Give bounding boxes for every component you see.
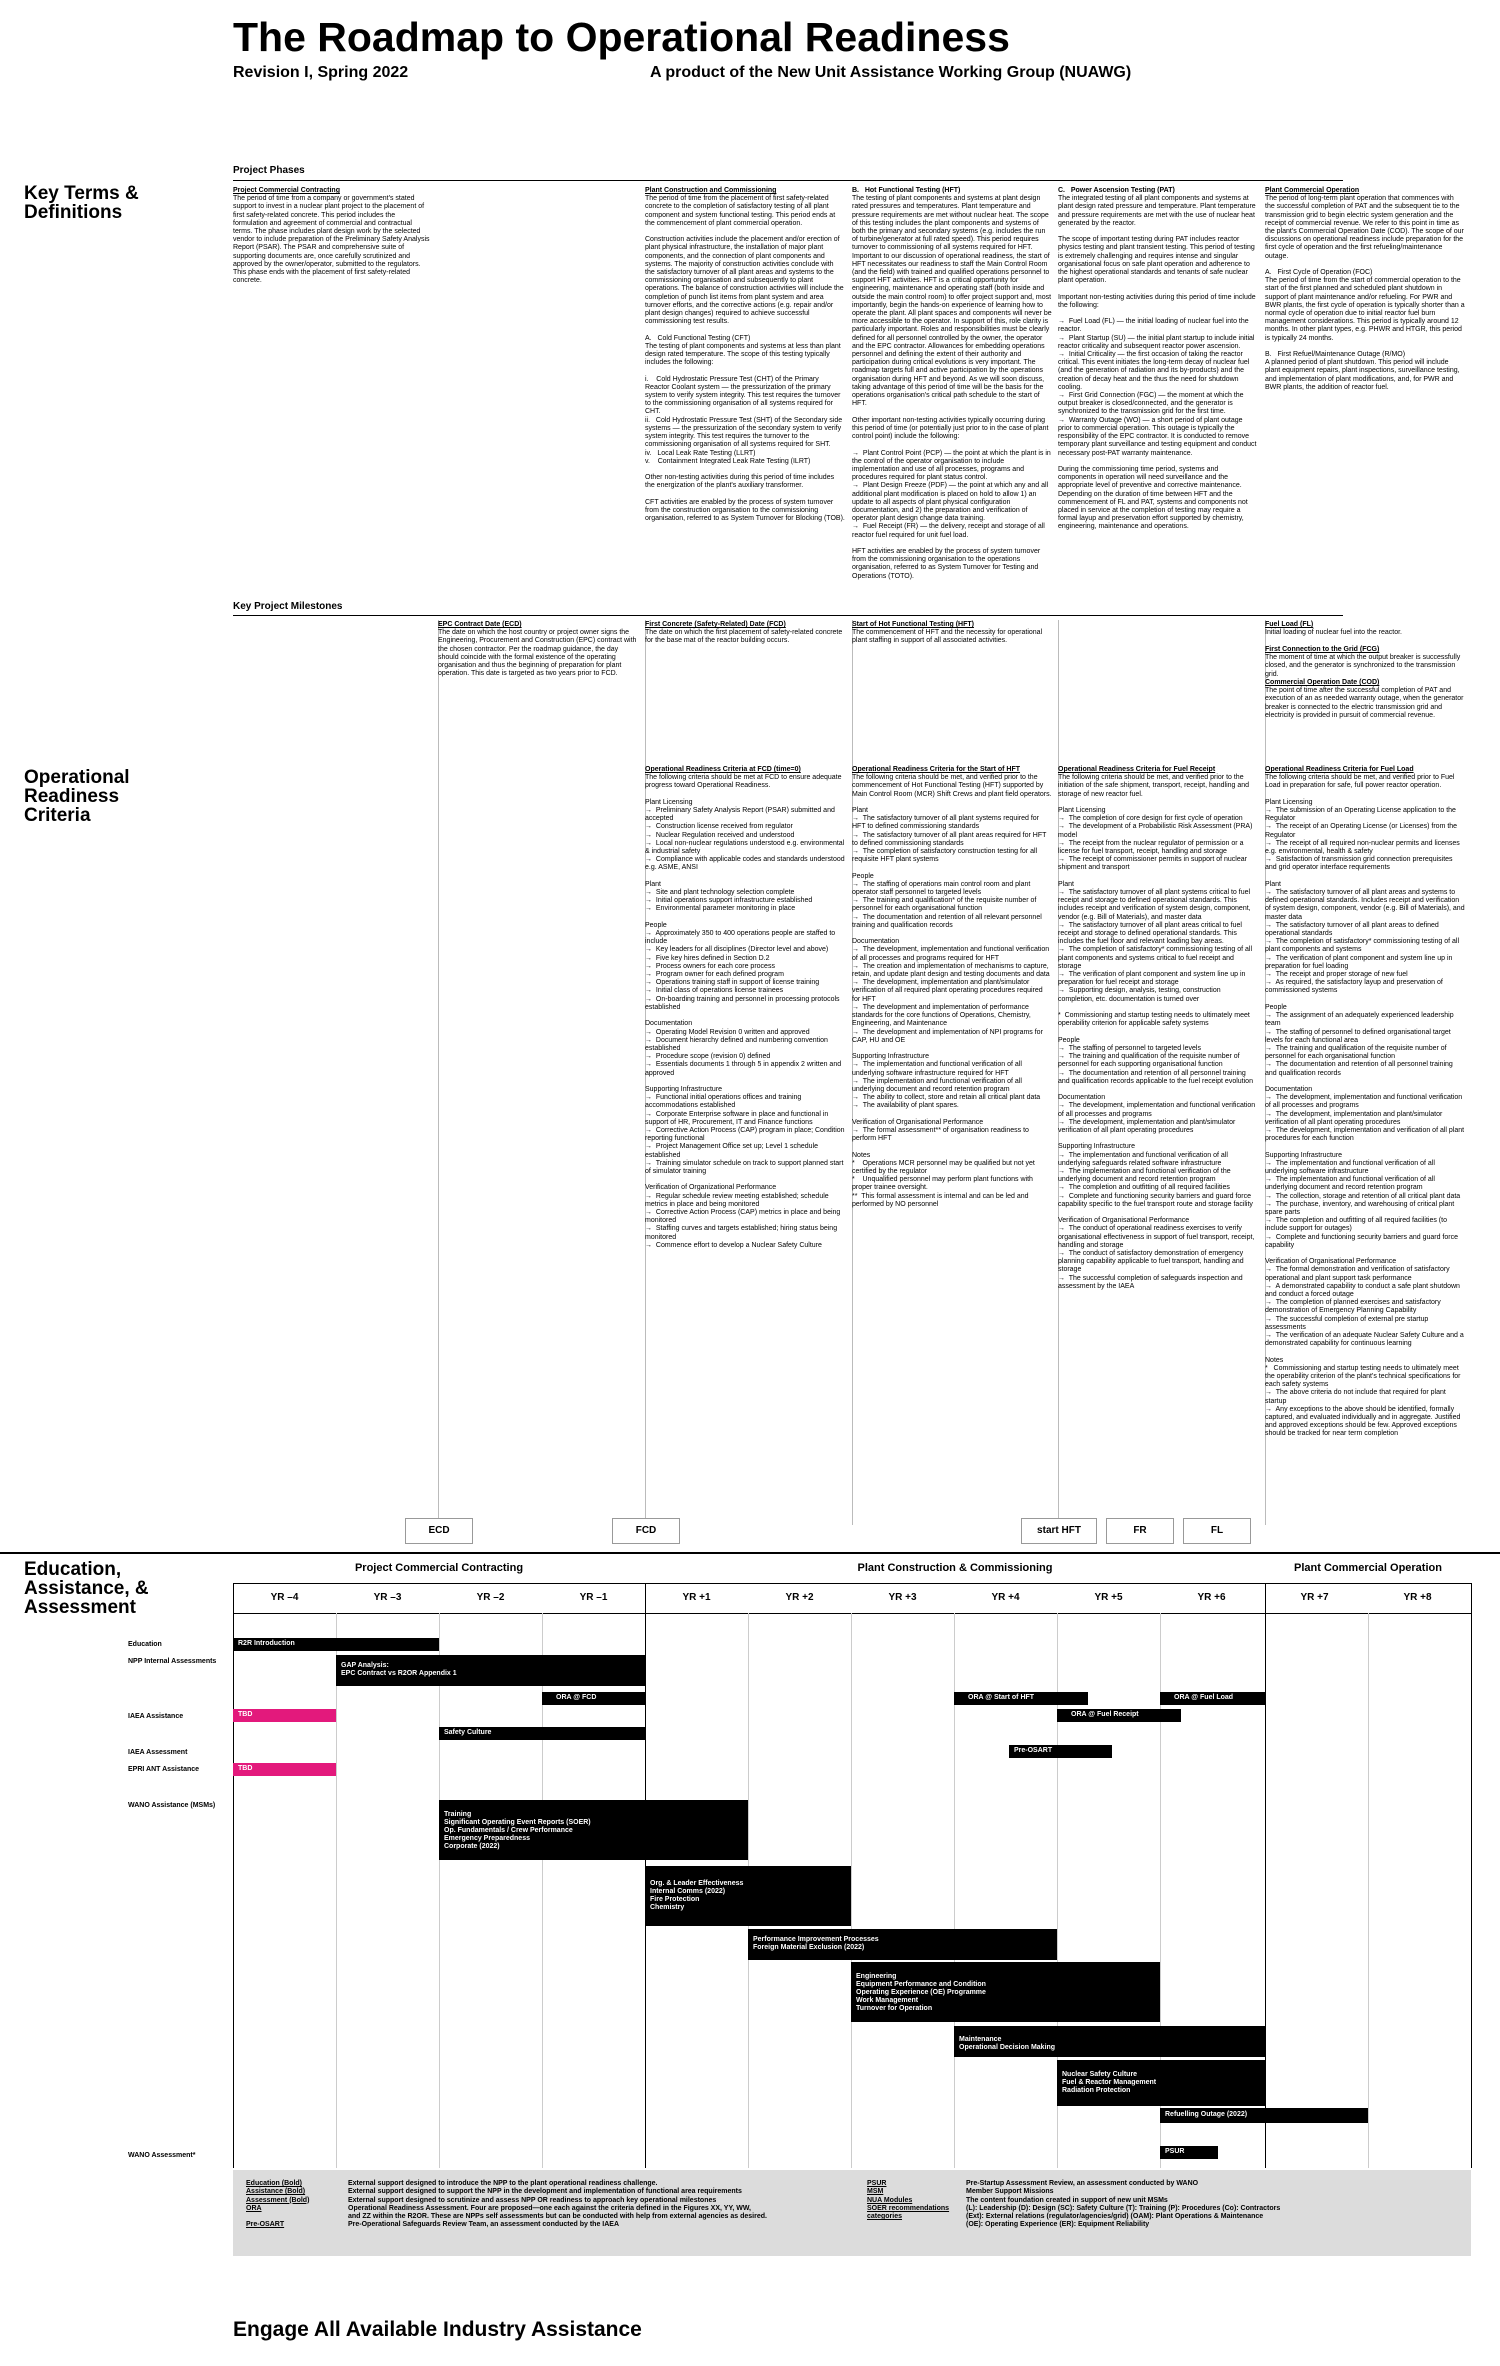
row-label-npp: NPP Internal Assessments bbox=[128, 1658, 217, 1665]
footer-tagline: Engage All Available Industry Assistance bbox=[233, 2318, 642, 2341]
bar-r2r: R2R Introduction bbox=[233, 1638, 439, 1651]
bar-safety-culture: Safety Culture bbox=[439, 1727, 645, 1740]
bar-ora-hft: ORA @ Start of HFT bbox=[954, 1692, 1088, 1705]
criteria-hft-title: Operational Readiness Criteria for the Start of HFT bbox=[852, 766, 1021, 773]
phase-hft bbox=[852, 187, 1052, 580]
bar-pre-osart: Pre-OSART bbox=[1009, 1745, 1112, 1758]
legend-def: (L): Leadership (D): Design (SC): Safety Culture (T): Training (P): Procedures (Co): Contractors bbox=[966, 2204, 1281, 2212]
row-label-education: Education bbox=[128, 1641, 162, 1648]
milestone-fgc bbox=[1265, 646, 1465, 676]
legend-term: NUA Modules bbox=[867, 2196, 913, 2204]
legend-def: and ZZ within the R2OR. These are NPPs self assessments but can be conducted with help from external agencies as desired. bbox=[348, 2213, 767, 2221]
milestone-fcd bbox=[645, 621, 845, 661]
milestone-fl-body: Initial loading of nuclear fuel into the reactor. bbox=[1265, 629, 1402, 637]
phase-hft-body: The testing of plant components and systems at plant design rated pressures and temperatures. Plant temperature and pressure requirements are met without nuclear heat. The scope of this testing includes the plant components and systems of both the primary and secondary systems (e.g. includes the run of turbine/generator at full rated speed). This period requires turnover to commissioning of all systems required for HFT. Important to our discussion of operational readiness, the start of HFT necessitates our readiness to staff the Main Control Room (and the field) with trained and qualified operations personnel to support HFT activities. HFT is a critical opportunity for engineering, maintenance and operating staff (both inside and outside the main control room) to offer project support and, most importantly, begin the hands-on experience of learning how to operate the plant. All plant spaces and components will never be more accessible to the operator. In support of this, role clarity is particularly important. Roles and responsibilities must be clearly defined for all personnel controlled by the owner, the operator and the EPC contractor. Allowances for embedding operations personnel and defining the extent of their authority and participation during critical evolutions is very important. The roadmap targets full and active participation by the operations organisation during HFT and beyond. As we will soon discuss, taking advantage of this period of time will be the basis for the operations organisation's critical path schedule to the start of HFT. Other important non-testing activities typically occurring during this period of time (or potentially just prior to in the case of plant control point) include the following: → Plant Control Point (PCP) — the point at which the plant is in the control of the operator organisation to include implementation and use of all processes, programs and procedures required for plant status control. → Plant Design Freeze (PDF) — the point at which any and all additional plant modification is placed on hold to allow 1) an update to all aspects of plant physical configuration documentation, and 2) the preparation and verification of operator plant design change data training. → Fuel Receipt (FR) — the delivery, receipt and storage of all reactor fuel required for unit fuel load. HFT activities are enabled by the process of system turnover from the commissioning organisation to the operations organisation, referred to as System Turnover for Testing and Operations (TOTO). bbox=[852, 195, 1052, 580]
milestone-hft bbox=[852, 621, 1052, 661]
page-title: The Roadmap to Operational Readiness bbox=[233, 14, 1010, 60]
phase-pcc2 bbox=[645, 187, 845, 547]
legend-def: (Ext): External relations (regulator/agencies/grid) (OAM): Plant Operations & Maintenance bbox=[966, 2213, 1264, 2221]
legend-defs-left bbox=[348, 2180, 868, 2230]
phase-pcc-body: The period of time from a company or government's stated support to invest in a nuclear plant project to the placement of first safety-related concrete. This period includes the formulation and agreement of commercial and contractual terms. The phase includes plant design work by the selected vendor to include preparation of the Preliminary Safety Analysis Report (PSAR). The PSAR and comprehensive suite of supporting documents are, once carefully scrutinized and approved by the owner/operator, submitted to the regulators. This phase ends with the placement of first safety-related concrete. bbox=[233, 195, 432, 285]
milestone-cod-title: Commercial Operation Date (COD) bbox=[1265, 679, 1380, 686]
guide-line bbox=[438, 620, 439, 1525]
year-label: YR +8 bbox=[1403, 1592, 1432, 1603]
year-grid bbox=[851, 1613, 852, 2168]
row-label-wano-assessment: WANO Assessment* bbox=[128, 2152, 196, 2159]
milestone-ecd-body: The date on which the host country or project owner signs the Engineering, Procurement and Construction (EPC) contract with the chosen contractor. Per the roadmap guidance, the day should coincide with the formal existence of the operating organisation and thus the beginning of preparation for plant operation. This date is targeted as two years prior to FCD. bbox=[438, 629, 639, 678]
milestone-fl-title: Fuel Load (FL) bbox=[1265, 621, 1314, 628]
bar-wano-1: Training Significant Operating Event Reports (SOER) Op. Fundamentals / Crew Performance Emergency Preparedness Corporate (2022) bbox=[439, 1800, 748, 1860]
milestone-fgc-body: The moment of time at which the output breaker is successfully closed, and the generator is synchronized to the transmission grid. bbox=[1265, 654, 1463, 678]
phase-pat-title: C. Power Ascension Testing (PAT) bbox=[1058, 187, 1175, 194]
phase-hft-title: B. Hot Functional Testing (HFT) bbox=[852, 187, 961, 194]
phase-label-pcc: Project Commercial Contracting bbox=[354, 1562, 524, 1574]
bar-ora-fr: ORA @ Fuel Receipt bbox=[1057, 1709, 1181, 1722]
phase-pcc-title: Project Commercial Contracting bbox=[233, 187, 340, 194]
bar-wano-5: Maintenance Operational Decision Making bbox=[954, 2026, 1265, 2057]
year-label: YR +6 bbox=[1197, 1592, 1226, 1603]
year-grid bbox=[1368, 1613, 1369, 2168]
criteria-fl-intro: The following criteria should be met, and verified prior to Fuel Load in preparation for safe, full power reactor operation. bbox=[1265, 774, 1457, 790]
criteria-fl-body: Plant Licensing → The submission of an Operating License application to the Regulator → The receipt of an Operating License (or Licenses) from the Regulator → The receipt of all required non-nuclear permits and licenses e.g. environmental, health & safety → Satisfaction of transmission grid connection prerequisites and grid operator interface requirements Plant → The satisfactory turnover of all plant areas and systems to defined operational standards. Includes receipt and verification of system design, component, vendor (e.g. Bill of Materials), and master data → The satisfactory turnover of all plant areas to defined operational standards → The completion of satisfactory* commissioning testing of all plant components and systems → The verification of plant component and system line up in preparation for fuel loading → The receipt and proper storage of new fuel → As required, the satisfactory layup and preservation of commissioned systems People → The assignment of an adequately experienced leadership team → The staffing of personnel to defined organisational target levels for each functional area → The training and qualification of the requisite number of personnel for each organisational function → The documentation and retention of all personnel training and qualification records Documentation → The development, implementation and functional verification of all processes and programs → The development, implementation and plant/simulator verification of all plant operating procedures → The development, implementation and verification of all plant procedures for each function Supporting Infrastructure → The implementation and functional verification of all underlying software infrastructure → The implementation and functional verification of all underlying document and record retention program → The collection, storage and retention of all critical plant data → The purchase, inventory, and warehousing of critical plant spare parts → The completion and outfitting of all required facilities (to include support for outages) → Complete and functioning security barriers and guard force capability Verification of Organisational Performance → The formal demonstration and verification of satisfactory operational and plant support task performance → A demonstrated capability to conduct a safe plant shutdown and conduct a forced outage → The completion of planned exercises and satisfactory demonstration of Emergency Planning Capability → The successful completion of external pre startup assessments → The verification of an adequate Nuclear Safety Culture and a demonstrated capability for continuous learning Notes * Commissioning and startup testing needs to ultimately meet the operability criterion of the plant's technical specifications for each safety systems → The above criteria do not include that required for plant startup → Any exceptions to the above should be identified, formally captured, and evaluated individually and in aggregate. Justified and approved exceptions should be few. Approved exceptions should be tracked for near term completion bbox=[1265, 798, 1465, 1438]
legend-term: Assistance (Bold) bbox=[246, 2188, 306, 2196]
year-header bbox=[233, 1583, 1471, 1614]
milestone-ecd bbox=[438, 621, 638, 681]
milestone-cod-body: The point of time after the successful completion of PAT and execution of an as needed warranty outage, when the generator breaker is connected to the electric transmission grid and electricity is provided in pursuit of commercial revenue. bbox=[1265, 687, 1466, 719]
criteria-fcd-body: Plant Licensing → Preliminary Safety Analysis Report (PSAR) submitted and accepted → Construction license received from regulator → Nuclear Regulation received and understood → Local non-nuclear regulations understood e.g. environmental & industrial safety → Compliance with applicable codes and standards understood e.g. ASME, ANSI Plant → Site and plant technology selection complete → Initial operations support infrastructure established → Environmental parameter monitoring in place People → Approximately 350 to 400 operations people are staffed to include → Key leaders for all disciplines (Director level and above) → Five key hires defined in Section D.2 → Process owners for each core process → Program owner for each defined program → Operations training staff in support of license training → Initial class of operations license trainees → On-boarding training and personnel in processing protocols established Documentation → Operating Model Revision 0 written and approved → Document hierarchy defined and numbering convention established → Procedure scope (revision 0) defined → Essentials documents 1 through 5 in appendix 2 written and approved Supporting Infrastructure → Functional initial operations offices and training accommodations established → Corporate Enterprise software in place and functional in support of HR, Procurement, IT and Finance functions → Corrective Action Process (CAP) program in place; Condition reporting functional → Project Management Office set up; Level 1 schedule established → Training simulator schedule on track to support planned start of simulator training Verification of Organizational Performance → Regular schedule review meeting established; schedule metrics in place and being monitored → Corrective Action Process (CAP) metrics in place and being monitored → Staffing curves and targets established; hiring status being monitored → Commence effort to develop a Nuclear Safety Culture bbox=[645, 798, 845, 1249]
criteria-fr-body: Plant Licensing → The completion of core design for first cycle of operation → The development of a Probabilistic Risk Assessment (PRA) model → The receipt from the nuclear regulator of permission or a license for fuel transport, receipt, handling and storage → The receipt of commissioner permits in support of nuclear shipment and transport Plant → The satisfactory turnover of all plant systems critical to fuel receipt and storage to defined operational standards. This includes receipt and verification of system design, component, vendor (e.g. Bill of Materials), and master data → The satisfactory turnover of all plant areas critical to fuel receipt and storage to defined operational standards. This includes the fuel floor and relevant loading bay areas. → The completion of satisfactory* commissioning testing of all plant components and systems critical to fuel receipt and storage → The verification of plant component and system line up in preparation for fuel receipt and storage → Supporting design, analysis, testing, construction completion, etc. documentation is turned over * Commissioning and startup testing needs to ultimately meet operability criterion for applicable safety systems People → The staffing of personnel to targeted levels → The training and qualification of the requisite number of personnel for each supporting organisational function → The documentation and retention of all personnel training and qualification records applicable to the fuel receipt evolution Documentation → The development, implementation and functional verification of all processes and programs → The development, implementation and plant/simulator verification of all plant operating procedures Supporting Infrastructure → The implementation and functional verification of all underlying safeguards related software infrastructure → The implementation and functional verification of the underlying document and record retention program → The completion and outfitting of all required facilities → Complete and functioning security barriers and guard force capability specific to the fuel transport route and storage facility Verification of Organisational Performance → The conduct of operational readiness exercises to verify organisational effectiveness in support of fuel transport, receipt, handling and storage → The conduct of satisfactory demonstration of emergency planning capability applicable to fuel transport, handling and storage → The successful completion of safeguards inspection and assessment by the IAEA bbox=[1058, 807, 1256, 1290]
legend-terms-right bbox=[867, 2180, 957, 2221]
year-label: YR +2 bbox=[785, 1592, 814, 1603]
legend-defs-right bbox=[966, 2180, 1466, 2230]
phase-pcc2-body: The period of time from the placement of first safety-related concrete to the completion of satisfactory testing of all plant component and system functional testing. This period ends at the commencement of plant commercial operation. Construction activities include the placement and/or erection of plant physical infrastructure, the installation of major plant components, and the connection of plant components and systems. The majority of construction activities conclude with the satisfactory turnover of all plant areas and systems to the commissioning organisation and subsequently to plant operations. The balance of construction activities will include the completion of punch list items from plant system and area turnover efforts, and the corrective actions (e.g. repair and/or plant design changes) required to achieve successful commissioning test results. A. Cold Functional Testing (CFT) The testing of plant components and systems at less than plant design rated temperature. The scope of this testing typically includes the following: i. Cold Hydrostatic Pressure Test (CHT) of the Primary Reactor Coolant system — the pressurization of the primary system to verify system integrity. This test requires the turnover to the commissioning organisation of all systems required for CHT. ii. Cold Hydrostatic Pressure Test (SHT) of the Secondary side systems — the pressurization of the secondary system to verify system integrity. This test requires the turnover to the commissioning organisation of all systems required for SHT. iv. Local Leak Rate Testing (LLRT) v. Containment Integrated Leak Rate Testing (ILRT) Other non-testing activities during this period of time includes the energization of the plant's auxiliary transformer. CFT activities are enabled by the process of system turnover from the construction organisation to the commissioning organisation, referred to as System Turnover for Blocking (TOB). bbox=[645, 195, 845, 523]
legend-def: (OE): Operating Experience (ER): Equipment Reliability bbox=[966, 2221, 1150, 2229]
legend-terms-left bbox=[246, 2180, 341, 2230]
legend-def: Operational Readiness Assessment. Four are proposed—one each against the criteria defined in the Figures XX, YY, WW, bbox=[348, 2204, 751, 2212]
legend-def: Pre-Operational Safeguards Review Team, an assessment conducted by the IAEA bbox=[348, 2221, 620, 2229]
milestone-ecd-title: EPC Contract Date (ECD) bbox=[438, 621, 522, 628]
phase-label-construction: Plant Construction & Commissioning bbox=[857, 1562, 1053, 1574]
legend-term: Education (Bold) bbox=[246, 2180, 302, 2187]
bar-tbd-iaea: TBD bbox=[233, 1709, 336, 1722]
year-label: YR +5 bbox=[1094, 1592, 1123, 1603]
milestone-hft-body: The commencement of HFT and the necessity for operational plant staffing in support of all associated activities. bbox=[852, 629, 1045, 645]
divider bbox=[0, 1552, 1500, 1554]
milestone-cod bbox=[1265, 679, 1465, 729]
criteria-fr-title: Operational Readiness Criteria for Fuel Receipt bbox=[1058, 766, 1216, 773]
section-education: Education, Assistance, & Assessment bbox=[24, 1559, 149, 1618]
legend-def: Member Support Missions bbox=[966, 2188, 1054, 2196]
milestone-box-hft: start HFT bbox=[1021, 1518, 1097, 1544]
product-label: A product of the New Unit Assistance Working Group (NUAWG) bbox=[650, 64, 1132, 81]
bar-tbd-epri: TBD bbox=[233, 1763, 336, 1776]
milestone-box-fcd: FCD bbox=[612, 1518, 680, 1544]
year-grid bbox=[233, 1583, 234, 2168]
phase-pco-title: Plant Commercial Operation bbox=[1265, 187, 1360, 194]
legend-spacer bbox=[246, 2213, 341, 2221]
criteria-fcd-intro: The following criteria should be met at FCD to ensure adequate progress toward Operational Readiness. bbox=[645, 774, 844, 790]
milestone-box-fl: FL bbox=[1183, 1518, 1251, 1544]
row-label-epri: EPRI ANT Assistance bbox=[128, 1766, 200, 1773]
bar-ora-fcd: ORA @ FCD bbox=[542, 1692, 645, 1705]
row-label-wano: WANO Assistance (MSMs) bbox=[128, 1802, 216, 1809]
year-label: YR –3 bbox=[373, 1592, 402, 1603]
year-grid bbox=[336, 1613, 337, 2168]
legend bbox=[233, 2170, 1471, 2256]
row-label-iaea-assessment: IAEA Assessment bbox=[128, 1749, 188, 1756]
legend-term: MSM bbox=[867, 2188, 884, 2196]
project-phases-heading: Project Phases bbox=[233, 165, 305, 176]
bar-wano-4: Engineering Equipment Performance and Condition Operating Experience (OE) Programme Work Management Turnover for Operation bbox=[851, 1962, 1160, 2022]
milestone-fcd-title: First Concrete (Safety-Related) Date (FCD) bbox=[645, 621, 786, 628]
milestones-heading: Key Project Milestones bbox=[233, 601, 343, 612]
year-grid bbox=[1265, 1583, 1266, 2168]
criteria-fcd bbox=[645, 766, 845, 1249]
year-label: YR +3 bbox=[888, 1592, 917, 1603]
bar-wano-7: Refuelling Outage (2022) bbox=[1160, 2108, 1368, 2123]
milestone-box-ecd: ECD bbox=[405, 1518, 473, 1544]
legend-def: External support designed to scrutinize and assess NPP OR readiness to approach key operational milestones bbox=[348, 2196, 717, 2204]
legend-term: PSUR bbox=[867, 2180, 887, 2187]
criteria-hft-intro: The following criteria should be met, and verified prior to the commencement of Hot Functional Testing (HFT) supported by Main Control Room (MCR) Shift Crews and plant field operators. bbox=[852, 774, 1052, 798]
legend-term: categories bbox=[867, 2213, 903, 2221]
bar-wano-6: Nuclear Safety Culture Fuel & Reactor Management Radiation Protection bbox=[1057, 2060, 1265, 2106]
criteria-fr bbox=[1058, 766, 1258, 1306]
legend-def: External support designed to support the NPP in the development and implementation of functional area requirements bbox=[348, 2188, 742, 2196]
criteria-fcd-title: Operational Readiness Criteria at FCD (time=0) bbox=[645, 766, 801, 773]
year-label: YR –1 bbox=[579, 1592, 608, 1603]
phase-pat bbox=[1058, 187, 1258, 547]
year-label: YR +4 bbox=[991, 1592, 1020, 1603]
year-label: YR +7 bbox=[1300, 1592, 1329, 1603]
legend-term: Assessment (Bold) bbox=[246, 2196, 310, 2204]
phase-pat-body: The integrated testing of all plant components and systems at plant design rated pressure and temperature. Plant temperature and pressure requirements are met with the use of nuclear heat generated by the reactor. The scope of important testing during PAT includes reactor physics testing and plant transient testing. This period of testing is extremely challenging and requires intense and singular organisational focus on safe plant operation and adherence to the highest operational standards and tenants of safe nuclear plant operation. Important non-testing activities during this period of time include the following: → Fuel Load (FL) — the initial loading of nuclear fuel into the reactor. → Plant Startup (SU) — the initial plant startup to include initial reactor criticality and subsequent reactor power ascension. → Initial Criticality — the first occasion of taking the reactor critical. This event initiates the long-term decay of nuclear fuel (and the generation of radiation and its by-products) and the creation of decay heat and the thus the need for shutdown cooling. → First Grid Connection (FGC) — the moment at which the output breaker is closed/connected, and the generator is synchronized to the transmission grid for the first time. → Warranty Outage (WO) — a short period of plant outage prior to commercial operation. This outage is typically the responsibility of the EPC contractor. It is conducted to remove temporary plant surveillance and testing equipment and conduct necessary post-PAT warranty maintenance. During the commissioning time period, systems and components in operation will need surveillance and the appropriate level of preventive and corrective maintenance. Depending on the duration of time between HFT and the commencement of FL and PAT, systems and components not placed in service at the completion of testing may require a formal layup and preservation effort supported by chemistry, engineering, maintenance and operations. bbox=[1058, 195, 1257, 531]
phase-pco bbox=[1265, 187, 1465, 427]
phase-pcc bbox=[233, 187, 431, 297]
milestone-fgc-title: First Connection to the Grid (FCG) bbox=[1265, 646, 1380, 653]
divider bbox=[233, 180, 1343, 181]
divider bbox=[233, 615, 1343, 616]
milestone-fl bbox=[1265, 621, 1465, 643]
phase-pcc2-title: Plant Construction and Commissioning bbox=[645, 187, 777, 194]
legend-def: Pre-Startup Assessment Review, an assessment conducted by WANO bbox=[966, 2180, 1199, 2187]
criteria-fr-intro: The following criteria should be met, and verified prior to the initiation of the safe shipment, transport, receipt, handling and storage of new reactor fuel. bbox=[1058, 774, 1252, 798]
section-key-terms: Key Terms & Definitions bbox=[24, 183, 139, 223]
legend-def: The content foundation created in support of new unit MSMs bbox=[966, 2196, 1168, 2204]
year-label: YR –2 bbox=[476, 1592, 505, 1603]
legend-term: ORA bbox=[246, 2204, 262, 2212]
phase-pco-body: The period of long-term plant operation that commences with the successful completion of PAT and the subsequent tie to the transmission grid to begin electric system generation and the receipt of commercial revenue. We refer to this point in time as the plant's Commercial Operation Date (COD). The scope of our discussions on operational readiness include preparation for the first cycle of operation and the first refueling/maintenance outage. A. First Cycle of Operation (FOC) The period of time from the start of commercial operation to the start of the first planned and scheduled plant shutdown in support of plant maintenance and/or refueling. For PWR and BWR plants, the first cycle of operation is typically shorter than a normal cycle of operation due to initial reactor fuel burn management considerations. This period is typically around 12 months. In other plant types, e.g. PHWR and HTGR, this period is typically 24 months. B. First Refuel/Maintenance Outage (R/MO) A planned period of plant shutdown. This period will include plant equipment repairs, plant inspections, surveillance testing, and implementation of plant modifications, and, for PWR and BWR plants, the addition of reactor fuel. bbox=[1265, 195, 1465, 391]
year-grid bbox=[1471, 1583, 1472, 2168]
criteria-fl-title: Operational Readiness Criteria for Fuel Load bbox=[1265, 766, 1414, 773]
bar-wano-2: Org. & Leader Effectiveness Internal Comms (2022) Fire Protection Chemistry bbox=[645, 1866, 851, 1926]
year-label: YR +1 bbox=[682, 1592, 711, 1603]
legend-term: SOER recommendations bbox=[867, 2204, 950, 2212]
milestone-box-fr: FR bbox=[1106, 1518, 1174, 1544]
year-grid bbox=[439, 1613, 440, 2168]
phase-label-operation: Plant Commercial Operation bbox=[1294, 1562, 1442, 1574]
criteria-hft bbox=[852, 766, 1052, 1246]
bar-gap-analysis: GAP Analysis: EPC Contract vs R2OR Appendix 1 bbox=[336, 1655, 645, 1686]
legend-term: Pre-OSART bbox=[246, 2221, 285, 2229]
milestone-hft-title: Start of Hot Functional Testing (HFT) bbox=[852, 621, 974, 628]
year-label: YR –4 bbox=[270, 1592, 299, 1603]
revision-label: Revision I, Spring 2022 bbox=[233, 64, 409, 81]
bar-psur: PSUR bbox=[1160, 2146, 1218, 2159]
bar-wano-3: Performance Improvement Processes Foreign Material Exclusion (2022) bbox=[748, 1929, 1057, 1960]
legend-def: External support designed to introduce the NPP to the plant operational readiness challenge. bbox=[348, 2180, 658, 2187]
milestone-fcd-body: The date on which the first placement of safety-related concrete for the base mat of the reactor building occurs. bbox=[645, 629, 845, 645]
criteria-hft-body: Plant → The satisfactory turnover of all plant systems required for HFT to defined commissioning standards → The satisfactory turnover of all plant areas required for HFT to defined commissioning standards → The completion of satisfactory construction testing for all requisite HFT plant systems People → The staffing of operations main control room and plant operator staff personnel to targeted levels → The training and qualification* of the requisite number of personnel for each organisational function → The documentation and retention of all relevant personnel training and qualification records Documentation → The development, implementation and functional verification of all processes and programs required for HFT → The creation and implementation of mechanisms to capture, retain, and update plant design and testing documents and data → The development, implementation and plant/simulator verification of all required plant operating procedures required for HFT → The development and implementation of performance standards for the core functions of Operations, Chemistry, Engineering, and Maintenance → The development and implementation of NPI programs for CAP, HU and OE Supporting Infrastructure → The implementation and functional verification of all underlying software infrastructure required for HFT → The implementation and functional verification of all underlying document and record retention program → The ability to collect, store and retain all critical plant data → The availability of plant spares. Verification of Organisational Performance → The formal assessment** of organisation readiness to perform HFT Notes * Operations MCR personnel may be qualified but not yet certified by the regulator * Unqualified personnel may perform plant functions with proper trainee oversight. ** This formal assessment is internal and can be led and performed by NO personnel bbox=[852, 807, 1050, 1208]
bar-ora-fl: ORA @ Fuel Load bbox=[1160, 1692, 1265, 1705]
row-label-iaea-assistance: IAEA Assistance bbox=[128, 1713, 184, 1720]
section-criteria: Operational Readiness Criteria bbox=[24, 767, 130, 826]
criteria-fl bbox=[1265, 766, 1465, 1486]
